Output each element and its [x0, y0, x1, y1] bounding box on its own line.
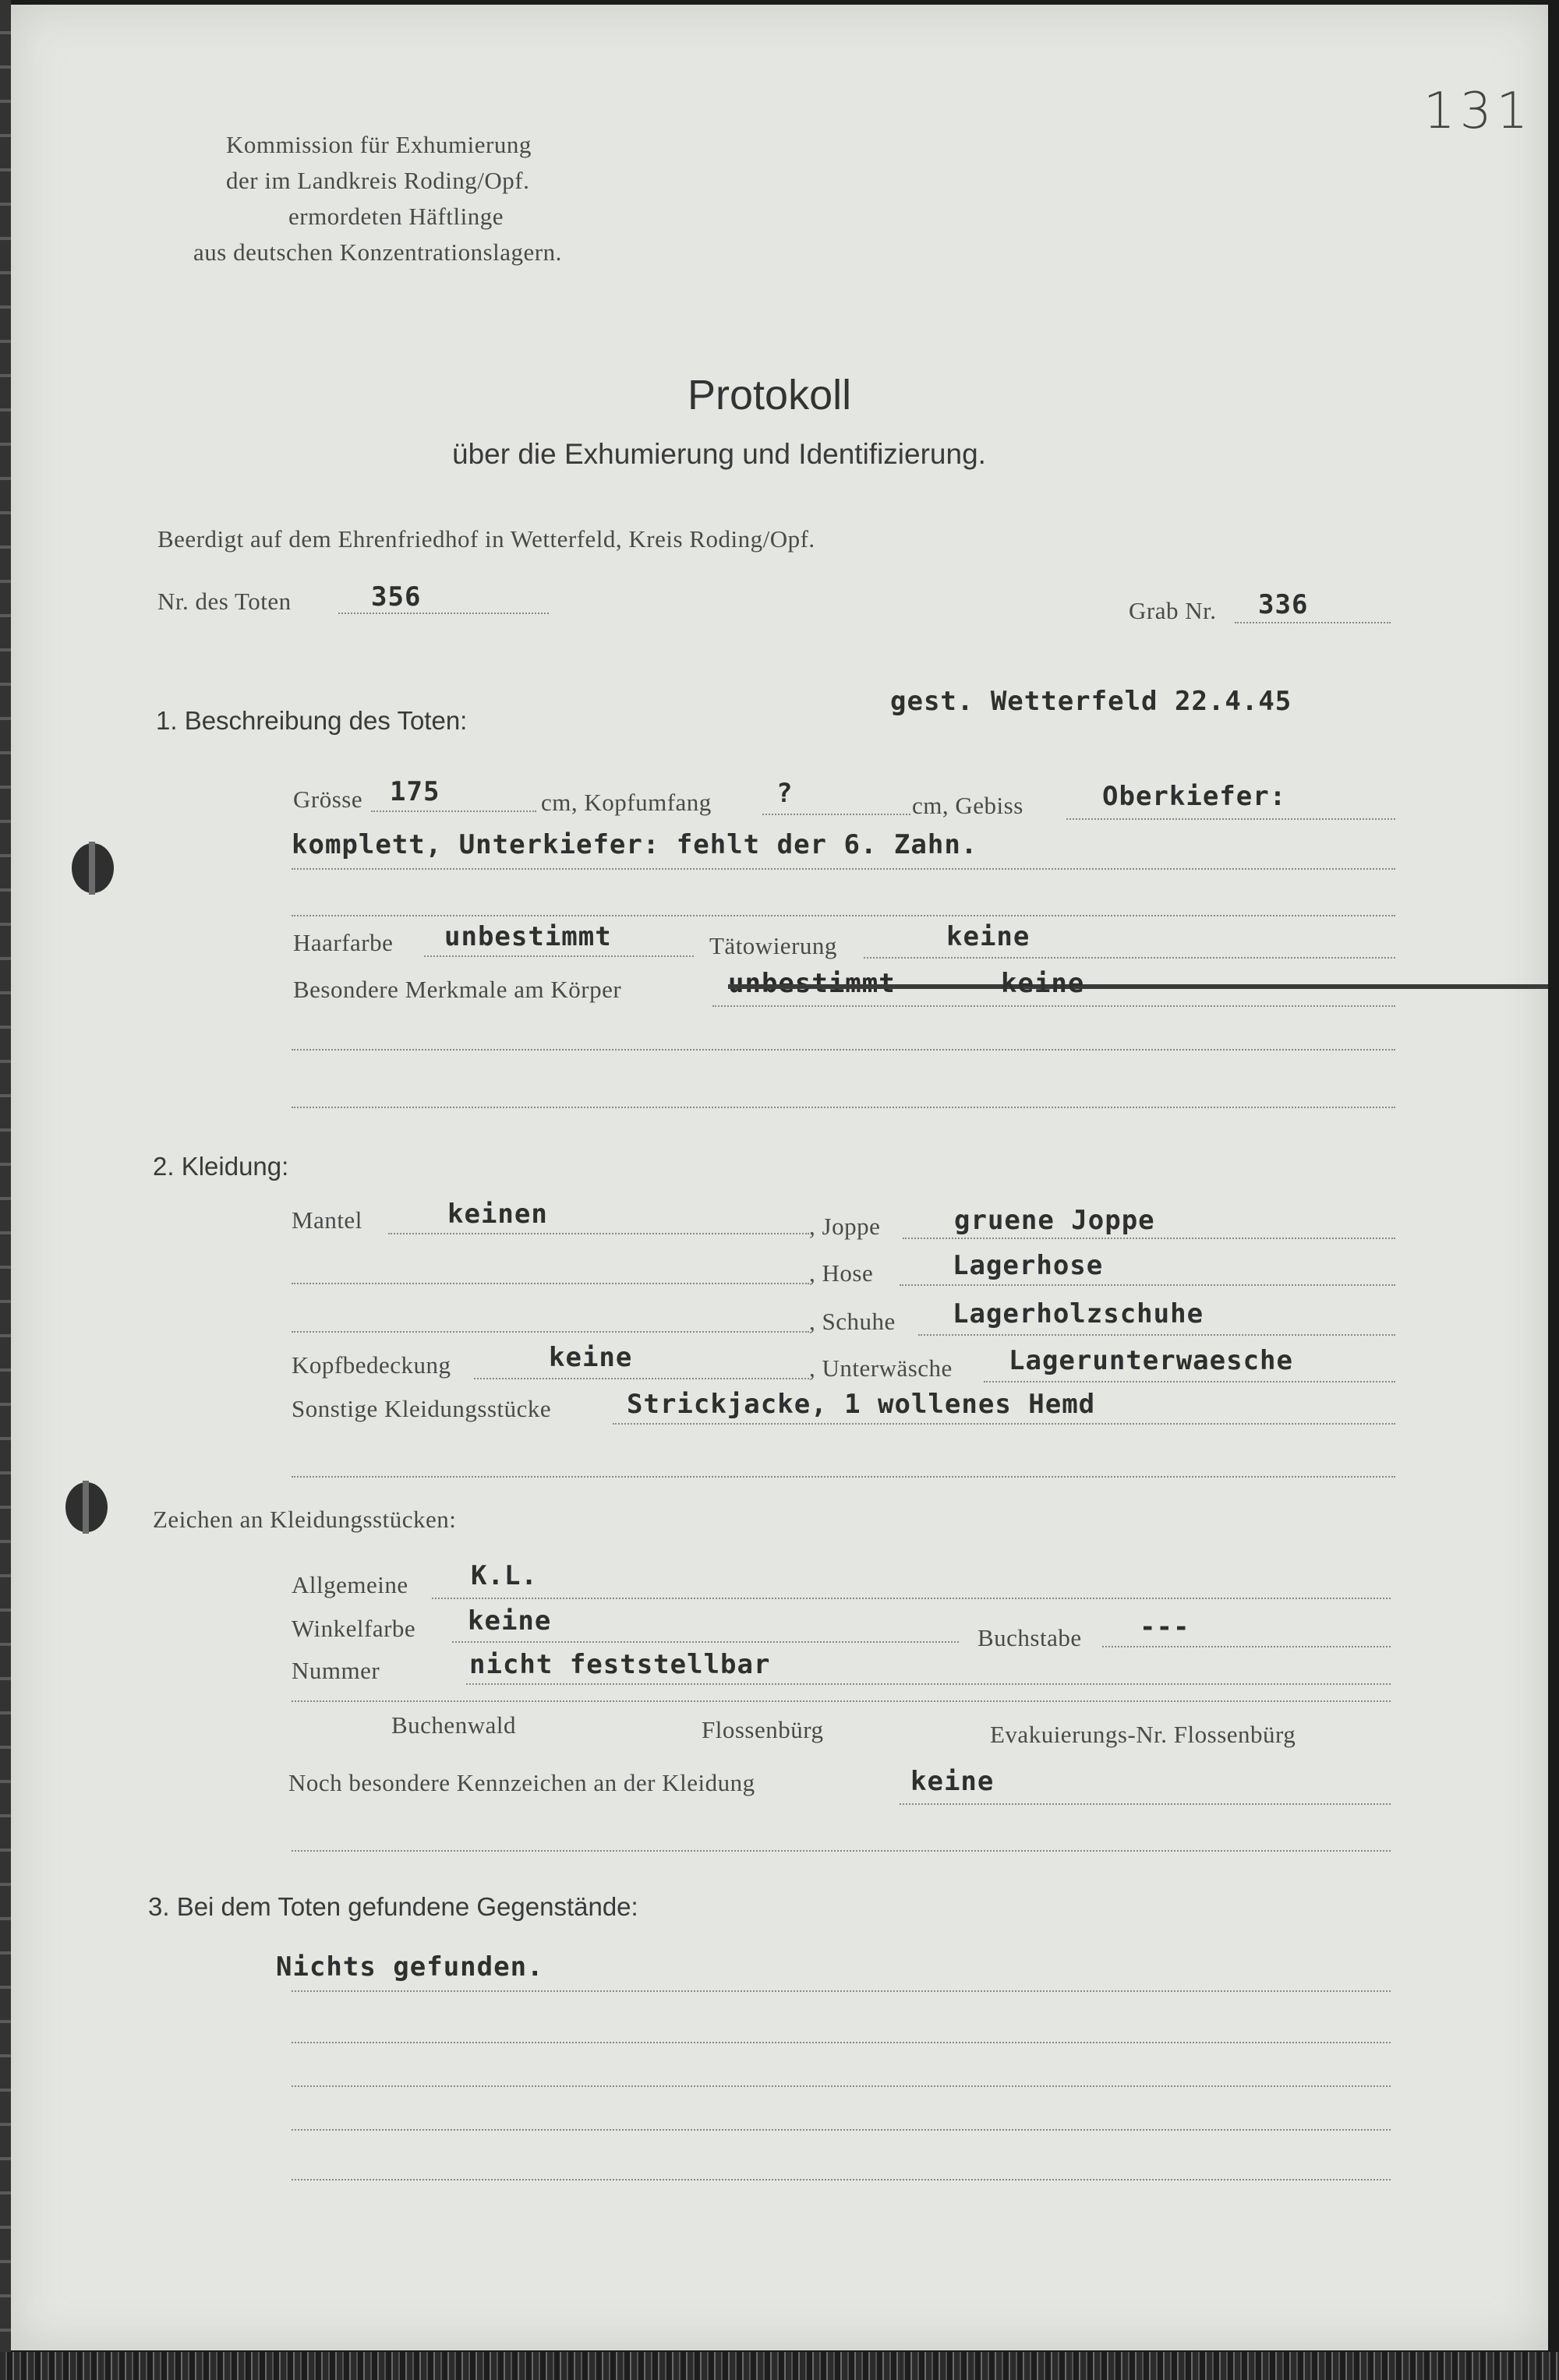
joppe-line [903, 1238, 1395, 1239]
nummer-label: Nummer [292, 1657, 380, 1684]
sonstige-value: Strickjacke, 1 wollenes Hemd [627, 1389, 1096, 1420]
merkmale-value: keine [1001, 968, 1085, 999]
haarfarbe-line [424, 955, 694, 957]
col-buchenwald: Buchenwald [391, 1711, 516, 1739]
taetowierung-line [864, 957, 1395, 959]
taetowierung-value: keine [946, 921, 1030, 952]
kopfumfang-line [762, 814, 910, 815]
items-line-4 [292, 2129, 1391, 2131]
kopfbedeckung-value: keine [549, 1342, 633, 1373]
page-number: 131 [1423, 83, 1533, 140]
haarfarbe-label: Haarfarbe [293, 929, 394, 956]
gebiss-line [1066, 818, 1395, 820]
unterwaesche-label: , Unterwäsche [809, 1354, 953, 1382]
merkmale-label: Besondere Merkmale am Körper [293, 976, 622, 1003]
sonstige-label: Sonstige Kleidungsstücke [292, 1395, 552, 1422]
commission-line-3: ermordeten Häftlinge [288, 203, 504, 230]
col-evakuierung: Evakuierungs-Nr. Flossenbürg [990, 1721, 1296, 1748]
commission-line-4: aus deutschen Konzentrationslagern. [193, 238, 562, 266]
joppe-value: gruene Joppe [954, 1205, 1155, 1236]
section-3-value: Nichts gefunden. [276, 1951, 544, 1983]
death-note: gest. Wetterfeld 22.4.45 [890, 686, 1292, 717]
winkelfarbe-line [452, 1641, 959, 1643]
kopfumfang-label: cm, Kopfumfang [541, 789, 712, 816]
document-page [11, 5, 1548, 2350]
gebiss-line-2 [292, 868, 1395, 870]
page-title: Protokoll [688, 372, 852, 418]
noch-value: keine [910, 1766, 995, 1797]
burial-line: Beerdigt auf dem Ehrenfriedhof in Wetterfeld, Kreis Roding/Opf. [157, 525, 815, 553]
groesse-label: Grösse [293, 786, 363, 813]
schuhe-left-line [292, 1331, 809, 1333]
groesse-line [371, 810, 536, 812]
gebiss-continuation: komplett, Unterkiefer: fehlt der 6. Zahn. [292, 829, 978, 860]
mantel-value: keinen [447, 1199, 548, 1230]
kopfumfang-value: ? [776, 778, 794, 809]
page-subtitle: über die Exhumierung und Identifizierung. [452, 438, 986, 470]
buchstabe-line [1102, 1646, 1391, 1647]
blank-line-2 [292, 1049, 1395, 1051]
joppe-label: , Joppe [809, 1213, 881, 1240]
items-line-3 [292, 2085, 1391, 2087]
taetowierung-label: Tätowierung [709, 932, 837, 959]
nr-toten-label: Nr. des Toten [157, 588, 292, 615]
nr-toten-value: 356 [371, 581, 422, 613]
section-2-heading: 2. Kleidung: [153, 1152, 289, 1181]
hose-left-line [292, 1283, 809, 1284]
allgemeine-label: Allgemeine [292, 1571, 408, 1598]
sonstige-line [613, 1423, 1395, 1425]
gebiss-value: Oberkiefer: [1102, 781, 1287, 812]
blank-line-5 [292, 1850, 1391, 1852]
unterwaesche-line [984, 1381, 1395, 1382]
hose-line [900, 1284, 1395, 1286]
merkmale-struck: unbestimmt [728, 968, 1548, 999]
section-3-heading: 3. Bei dem Toten gefundene Gegenstände: [148, 1892, 638, 1921]
items-line-2 [292, 2042, 1391, 2043]
mantel-line [388, 1233, 809, 1234]
schuhe-label: , Schuhe [809, 1308, 896, 1335]
commission-line-2: der im Landkreis Roding/Opf. [226, 167, 530, 194]
punch-hole-upper [72, 843, 114, 893]
buchstabe-label: Buchstabe [977, 1624, 1082, 1651]
scan-edge-bottom [0, 2352, 1559, 2380]
nummer-value: nicht feststellbar [469, 1649, 771, 1680]
grab-line [1235, 622, 1391, 623]
groesse-value: 175 [390, 776, 440, 807]
hose-label: , Hose [809, 1259, 874, 1287]
schuhe-line [918, 1334, 1395, 1336]
hose-value: Lagerhose [953, 1250, 1104, 1281]
nummer-line-2 [292, 1700, 1391, 1702]
noch-line [900, 1803, 1391, 1805]
grab-label: Grab Nr. [1129, 597, 1217, 624]
winkelfarbe-value: keine [468, 1605, 552, 1637]
zeichen-heading: Zeichen an Kleidungsstücken: [153, 1506, 457, 1533]
section-1-heading: 1. Beschreibung des Toten: [156, 706, 468, 735]
unterwaesche-value: Lagerunterwaesche [1009, 1345, 1293, 1376]
winkelfarbe-label: Winkelfarbe [292, 1615, 416, 1642]
allgemeine-value: K.L. [471, 1560, 538, 1591]
items-line-5 [292, 2179, 1391, 2180]
kopfbedeckung-label: Kopfbedeckung [292, 1351, 451, 1379]
blank-line-3 [292, 1107, 1395, 1108]
gebiss-label: cm, Gebiss [912, 792, 1023, 819]
col-flossenbuerg: Flossenbürg [702, 1716, 824, 1743]
buchstabe-value: --- [1140, 1612, 1190, 1643]
nummer-line [466, 1683, 1391, 1685]
punch-hole-lower [65, 1482, 108, 1532]
blank-line-1 [292, 915, 1395, 916]
blank-line-4 [292, 1476, 1395, 1478]
noch-label: Noch besondere Kennzeichen an der Kleidung [288, 1769, 755, 1796]
allgemeine-line [432, 1598, 1391, 1599]
kopfbedeckung-line [474, 1378, 809, 1379]
haarfarbe-value: unbestimmt [444, 921, 612, 952]
nr-toten-line [338, 613, 549, 614]
grab-value: 336 [1258, 589, 1309, 620]
items-line-1 [292, 1990, 1391, 1992]
schuhe-value: Lagerholzschuhe [953, 1298, 1204, 1329]
scan-edge-left [0, 0, 11, 2352]
commission-line-1: Kommission für Exhumierung [226, 131, 532, 158]
merkmale-line [712, 1005, 1395, 1007]
mantel-label: Mantel [292, 1206, 362, 1234]
